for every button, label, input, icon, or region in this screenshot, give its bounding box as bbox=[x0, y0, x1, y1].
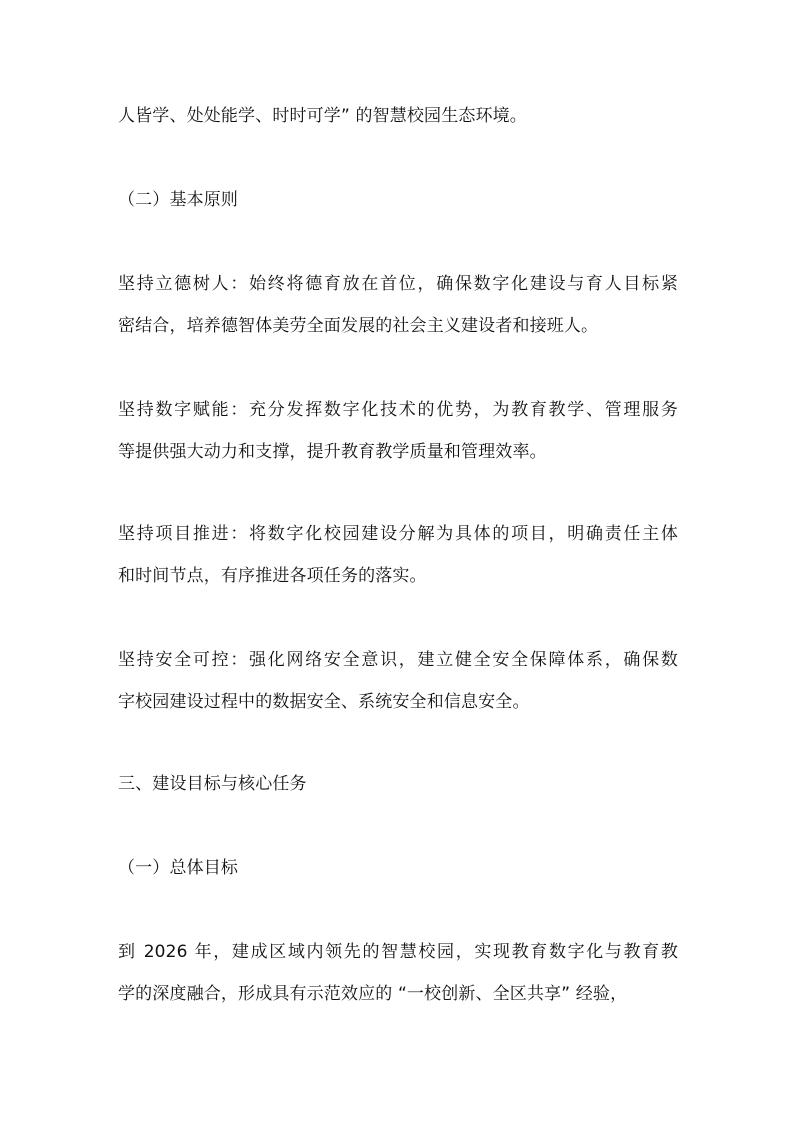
principle-3-line-1: 坚持项目推进：将数字化校园建设分解为具体的项目，明确责任主体 bbox=[118, 524, 678, 544]
principle-3-line-2: 和时间节点，有序推进各项任务的落实。 bbox=[118, 566, 427, 586]
principle-4-line-2: 字校园建设过程中的数据安全、系统安全和信息安全。 bbox=[118, 692, 530, 712]
section-1-heading: （一）总体目标 bbox=[118, 858, 239, 878]
principle-2-line-1: 坚持数字赋能：充分发挥数字化技术的优势，为教育教学、管理服务 bbox=[118, 400, 678, 420]
principle-1-line-1: 坚持立德树人：始终将德育放在首位，确保数字化建设与育人目标紧 bbox=[118, 274, 678, 294]
goal-line-1: 到 2026 年，建成区域内领先的智慧校园，实现教育数字化与教育教 bbox=[118, 942, 678, 962]
intro-tail-text: 人皆学、处处能学、时时可学” 的智慧校园生态环境。 bbox=[118, 106, 527, 126]
chapter-3-heading: 三、建设目标与核心任务 bbox=[118, 774, 307, 794]
section-2-heading: （二）基本原则 bbox=[118, 190, 239, 210]
goal-line-2: 学的深度融合，形成具有示范效应的 “一校创新、全区共享” 经验， bbox=[118, 984, 628, 1004]
principle-1-line-2: 密结合，培养德智体美劳全面发展的社会主义建设者和接班人。 bbox=[118, 316, 599, 336]
principle-4-line-1: 坚持安全可控：强化网络安全意识，建立健全安全保障体系，确保数 bbox=[118, 650, 678, 670]
principle-2-line-2: 等提供强大动力和支撑，提升教育教学质量和管理效率。 bbox=[118, 442, 547, 462]
